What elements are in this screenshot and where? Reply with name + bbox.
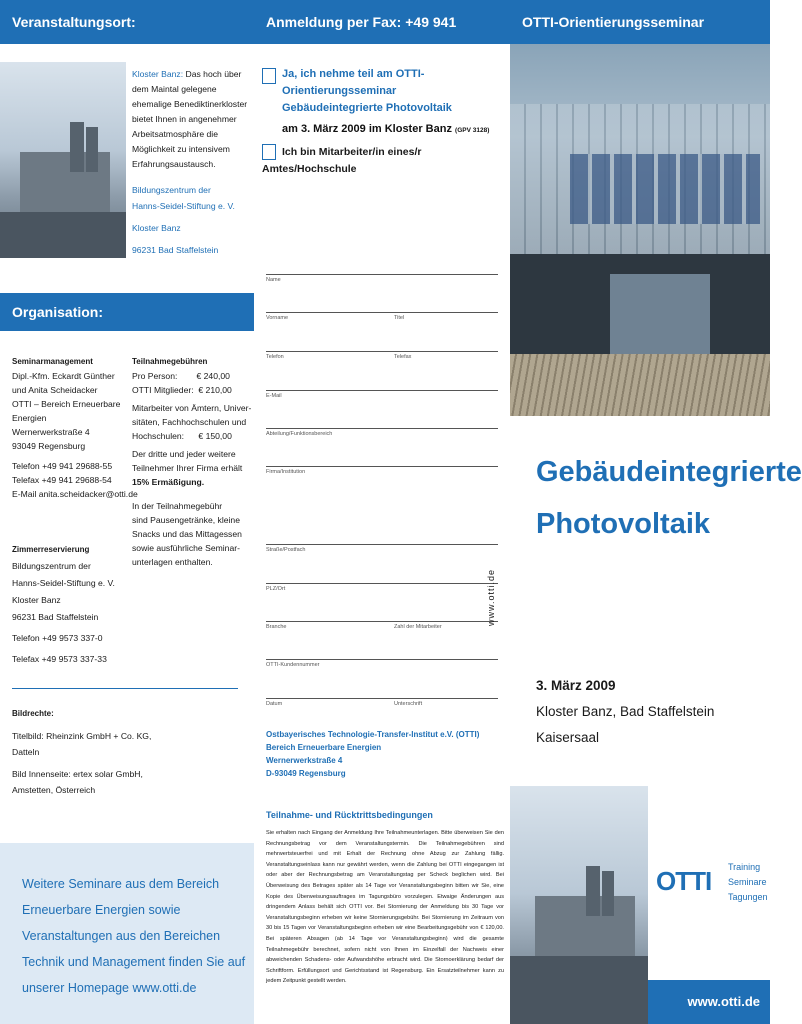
- phone-label: Telefon: [266, 354, 284, 360]
- name-label: Name: [266, 277, 281, 283]
- department-label: Abteilung/Funktionsbereich: [266, 431, 333, 437]
- city-field[interactable]: [266, 583, 498, 584]
- room-line: Kloster Banz: [12, 595, 61, 605]
- date-label: Datum: [266, 701, 283, 707]
- column-registration: [254, 0, 510, 1024]
- name-field[interactable]: [266, 274, 498, 275]
- terms-text: Sie erhalten nach Eingang der Anmeldung Ihre Teilnahmeunterlagen. Bitte überweisen Sie den Rechnungsbetrag vor dem Veranstaltungstermin. Die Teilnahmegebühren sind mehrwertsteuerfrei und mit Erhalt der Rechnung ohne Abzug zur Zahlung fällig. Veranstaltungseinlass kann nur gewährt werden, wenn die Zahlung bei OTTI eingegangen ist oder aber der Rechnungsbetrag am Veranstaltungstag per Scheck beglichen wird. Bei Überweisung des Betrages später als 14 Tage vor Veranstaltungsbeginn bitten wir Sie, eine Kopie des Überweisungsauftrages im Tagungsbüro vorzulegen. Etwaige Änderungen aus dringendem Anlass behält sich OTTI vor. Bei Stornierung der Anmeldung bis 30 Tage vor Veranstaltungsbeginn erheben wir keine Stornierungsgebühr. Bei Stornierung im Zeitraum von 30 bis 15 Tagen vor Veranstaltungsbeginn erheben wir eine Bearbeitungsgebühr von € 120,00. Bei späteren Absagen (ab 14 Tage vor Veranstaltungsbeginn) wird die gesamte Teilnahmegebühr berechnet, sofern nicht von Ihnen im Einzelfall der Nachweis einer abweichenden Schadens- oder Aufwandshöhe erbracht wird. Die Stornoerklärung bedarf der Schriftform. Erfüllungsort und Gerichtsstand ist Regensburg. Ein Ersatzteilnehmer kann zu jedem Zeitpunkt gestellt werden.: [266, 830, 504, 985]
- registration-option-2: [262, 144, 508, 178]
- registration-option-1: [262, 66, 508, 139]
- mgmt-line: Wernerwerkstraße 4: [12, 427, 90, 437]
- opt1-line: Ja, ich nehme teil am OTTI-Orientierungsseminar: [282, 68, 425, 97]
- fax-label: Telefax: [394, 354, 412, 360]
- phone-field[interactable]: [266, 351, 498, 352]
- email-field[interactable]: [266, 390, 498, 391]
- mgmt-line: OTTI – Bereich Erneuerbare: [12, 399, 121, 409]
- company-field[interactable]: [266, 466, 498, 467]
- terms-heading: Teilnahme- und Rücktrittsbedingungen: [266, 810, 433, 820]
- logo-tag: Seminare: [728, 877, 767, 887]
- fee-includes: In der Teilnahmegebühr sind Pausengetränke, kleine Snacks und das Mittagessen sowie ausführliche Seminar- unterlagen enthalten.: [132, 501, 242, 567]
- title-label: Titel: [394, 315, 405, 321]
- cover-title: [536, 446, 802, 550]
- fee-staff: Mitarbeiter von Ämtern, Univer- sitäten, Fachhochschulen und Hochschulen: € 150,00: [132, 403, 252, 441]
- promo-line[interactable]: unserer Homepage www.otti.de: [22, 981, 197, 995]
- opt2-label: Ich bin Mitarbeiter/in eines/r Amtes/Hochschule: [262, 146, 422, 175]
- venue-header: Veranstaltungsort:: [0, 0, 254, 44]
- column-cover: [510, 0, 802, 1024]
- cover-event-info: [536, 673, 766, 751]
- logo-tag: Tagungen: [728, 892, 768, 902]
- opt1-date: am 3. März 2009 im Kloster Banz: [282, 123, 452, 135]
- fee-discount: Der dritte und jeder weitere Teilnehmer Ihrer Firma erhält 15% Ermäßigung.: [132, 449, 243, 487]
- firstname-field[interactable]: [266, 312, 498, 313]
- venue-org-line: Bildungszentrum der: [132, 185, 211, 195]
- mgmt-line: Dipl.-Kfm. Eckardt Günther: [12, 371, 115, 381]
- seminar-header: OTTI-Orientierungsseminar: [510, 0, 770, 44]
- fees-block: [132, 355, 252, 569]
- mgmt-line: Energien: [12, 413, 47, 423]
- city-label: PLZ/Ort: [266, 586, 286, 592]
- promo-line: Veranstaltungen aus den Bereichen: [22, 929, 221, 943]
- industry-label: Branche: [266, 624, 287, 630]
- room-reservation: [12, 541, 128, 668]
- promo-box: [0, 843, 254, 1024]
- monastery-photo: [0, 62, 126, 258]
- addr-line: Bereich Erneuerbare Energien: [266, 743, 382, 752]
- credits-line: Titelbild: Rheinzink GmbH + Co. KG,: [12, 731, 152, 741]
- date-field[interactable]: [266, 698, 498, 699]
- opt1-code: (GPV 3128): [455, 127, 490, 134]
- otti-address: [266, 728, 506, 780]
- venue-org-line: Kloster Banz: [132, 223, 181, 233]
- industry-field[interactable]: [266, 621, 498, 622]
- addr-line: Wernerwerkstraße 4: [266, 756, 343, 765]
- mgmt-line: und Anita Scheidacker: [12, 385, 98, 395]
- room-line: Hanns-Seidel-Stiftung e. V.: [12, 578, 115, 588]
- cover-title-line: Gebäudeintegrierte: [536, 456, 802, 488]
- promo-line: Weitere Seminare aus dem Bereich: [22, 877, 220, 891]
- addr-line: Ostbayerisches Technologie-Transfer-Institut e.V. (OTTI): [266, 730, 480, 739]
- promo-line: Erneuerbare Energien sowie: [22, 903, 181, 917]
- cover-url[interactable]: www.otti.de: [648, 980, 770, 1024]
- firstname-label: Vorname: [266, 315, 289, 321]
- credits-line: Bild Innenseite: ertex solar GmbH,: [12, 769, 143, 779]
- addr-line: D-93049 Regensburg: [266, 769, 346, 778]
- mgmt-line: 93049 Regensburg: [12, 441, 86, 451]
- column-venue: [0, 0, 254, 1024]
- image-credits: [12, 706, 242, 798]
- attend-checkbox[interactable]: [262, 68, 276, 84]
- mgmt-tel: Telefon +49 941 29688-55: [12, 461, 113, 471]
- customer-number-label: OTTI-Kundennummer: [266, 662, 320, 668]
- cover-place: Kloster Banz, Bad Staffelstein: [536, 704, 715, 719]
- signature-label: Unterschrift: [394, 701, 423, 707]
- otti-logo-text: OTTI: [656, 866, 712, 896]
- email-label: E-Mail: [266, 393, 282, 399]
- employees-label: Zahl der Mitarbeiter: [394, 624, 442, 630]
- fee-line: OTTI Mitglieder: € 210,00: [132, 385, 232, 395]
- monastery-photo-small: [510, 786, 648, 1024]
- credits-line: Datteln: [12, 747, 40, 757]
- otti-logo: [656, 860, 766, 910]
- venue-description: [132, 67, 250, 172]
- mgmt-fax: Telefax +49 941 29688-54: [12, 475, 112, 485]
- room-heading: Zimmerreservierung: [12, 545, 90, 554]
- street-label: Straße/Postfach: [266, 547, 306, 553]
- department-field[interactable]: [266, 428, 498, 429]
- venue-org-line: Hanns-Seidel-Stiftung e. V.: [132, 201, 235, 211]
- room-fax: Telefax +49 9573 337-33: [12, 654, 107, 664]
- fax-header: Anmeldung per Fax: +49 941 29688-19: [254, 0, 510, 44]
- mgmt-email[interactable]: E-Mail anita.scheidacker@otti.de: [12, 489, 138, 499]
- side-url[interactable]: www.otti.de: [486, 568, 496, 626]
- venue-address: [132, 182, 250, 258]
- building-photo: [510, 44, 770, 416]
- divider: [12, 688, 238, 689]
- cover-room: Kaisersaal: [536, 730, 600, 745]
- logo-tag: Training: [728, 862, 761, 872]
- promo-line: Technik und Management finden Sie auf: [22, 955, 246, 969]
- organisation-header: Organisation:: [0, 293, 254, 331]
- street-field[interactable]: [266, 544, 498, 545]
- credits-heading: Bildrechte:: [12, 709, 54, 718]
- room-line: 96231 Bad Staffelstein: [12, 612, 99, 622]
- cover-title-line: Photovoltaik: [536, 508, 711, 540]
- opt1-line: Gebäudeintegrierte Photovoltaik: [282, 102, 452, 114]
- cover-date: 3. März 2009: [536, 678, 616, 693]
- customer-number-field[interactable]: [266, 659, 498, 660]
- room-line: Bildungszentrum der: [12, 561, 91, 571]
- seminar-management: [12, 355, 138, 501]
- staff-checkbox[interactable]: [262, 144, 276, 160]
- fees-heading: Teilnahmegebühren: [132, 357, 208, 366]
- venue-name-label: Kloster Banz:: [132, 69, 184, 79]
- venue-city: 96231 Bad Staffelstein: [132, 245, 219, 255]
- credits-line: Amstetten, Österreich: [12, 785, 96, 795]
- room-tel: Telefon +49 9573 337-0: [12, 633, 103, 643]
- company-label: Firma/Institution: [266, 469, 306, 475]
- fee-line: Pro Person: € 240,00: [132, 371, 230, 381]
- mgmt-heading: Seminarmanagement: [12, 357, 93, 366]
- venue-desc-text: Das hoch über dem Maintal gelegene ehemalige Benediktinerkloster bietet Ihnen in angenehmer Arbeitsatmosphäre die Möglichkeit zu intensivem Erfahrungsaustausch.: [132, 69, 248, 169]
